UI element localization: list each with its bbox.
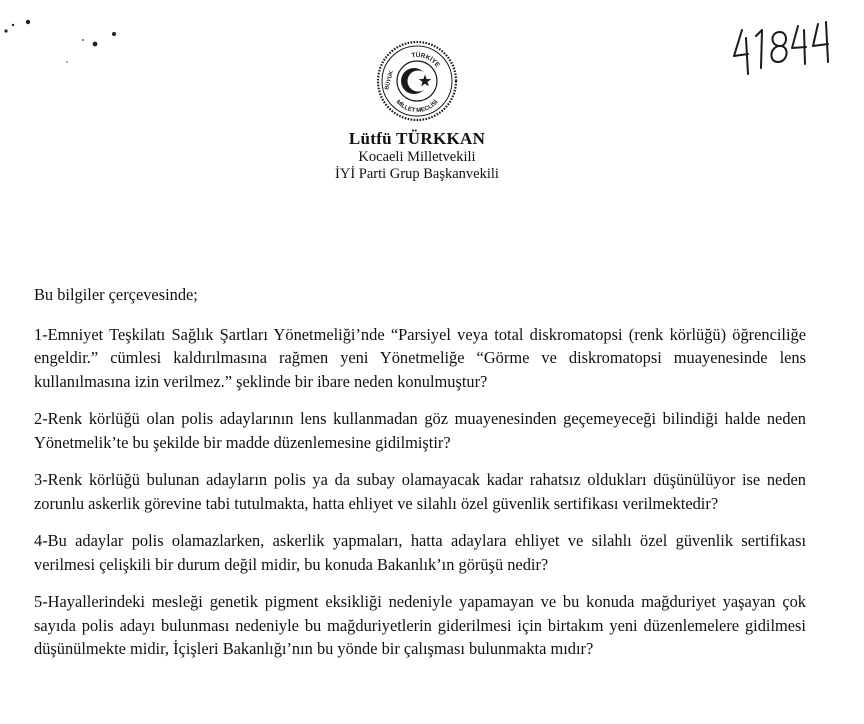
intro-text: Bu bilgiler çerçevesinde;: [34, 285, 198, 304]
question-1: 1-Emniyet Teşkilatı Sağlık Şartları Yönetmeliği’nde “Parsiyel veya total diskromatopsi (renk körlüğü) öğrenciliğe engeldir.” cümlesi kaldırılmasına rağmen yeni Yönetmeliğe “Görme ve diskromatopsi muayenesinde lens kullanılmasına izin verilmez.” şeklinde bir ibare neden konulmuştur?: [34, 324, 806, 391]
mp-title: İYİ Parti Grup Başkanvekili: [335, 166, 499, 182]
letterhead: [232, 129, 602, 183]
question-body: [34, 283, 806, 675]
mp-constituency: Kocaeli Milletvekili: [358, 149, 476, 165]
tbmm-seal: [376, 40, 458, 122]
mp-name: Lütfü TÜRKKAN: [348, 129, 486, 148]
question-4: 4-Bu adaylar polis olamazlarken, askerlik yapmaları, hatta adaylara ehliyet ve silahlı özel güvenlik sertifikası verilmesi çelişkili bir durum değil midir, bu konuda Bakanlık’ın görüşü nedir?: [34, 531, 806, 574]
seal-top-text: TÜRKİYE: [411, 51, 441, 69]
question-3: 3-Renk körlüğü bulunan adayların polis ya da subay olamayacak kadar rahatsız oldukları düşünülüyor ise neden zorunlu askerlik görevine tabi tutulmakta, hatta ehliyet ve silahlı özel güvenlik sertifikası verilmektedir?: [34, 470, 806, 513]
seal-bottom-text: MİLLET MECLİSİ: [394, 99, 440, 115]
question-2: 2-Renk körlüğü olan polis adaylarının lens kullanmadan göz muayenesinden geçemeyeceği bilindiği halde neden Yönetmelik’te bu şekilde bir madde düzenlemesine gidilmiştir?: [34, 409, 806, 452]
handwritten-number: [728, 18, 838, 76]
question-5: 5-Hayallerindeki mesleği genetik pigment eksikliği nedeniyle yapamayan ve bu konuda mağduriyet yaşayan çok sayıda polis adayı bulunması nedeniyle bu mağduriyetlerin giderilmesi için birtakım yeni düzenlemelere gidilmesi düşünülmekte midir, İçişleri Bakanlığı’nın bu yönde bir çalışması bulunmakta mıdır?: [34, 592, 806, 658]
scan-specks: [0, 0, 140, 70]
seal-left-text: BÜYÜK: [384, 70, 395, 91]
